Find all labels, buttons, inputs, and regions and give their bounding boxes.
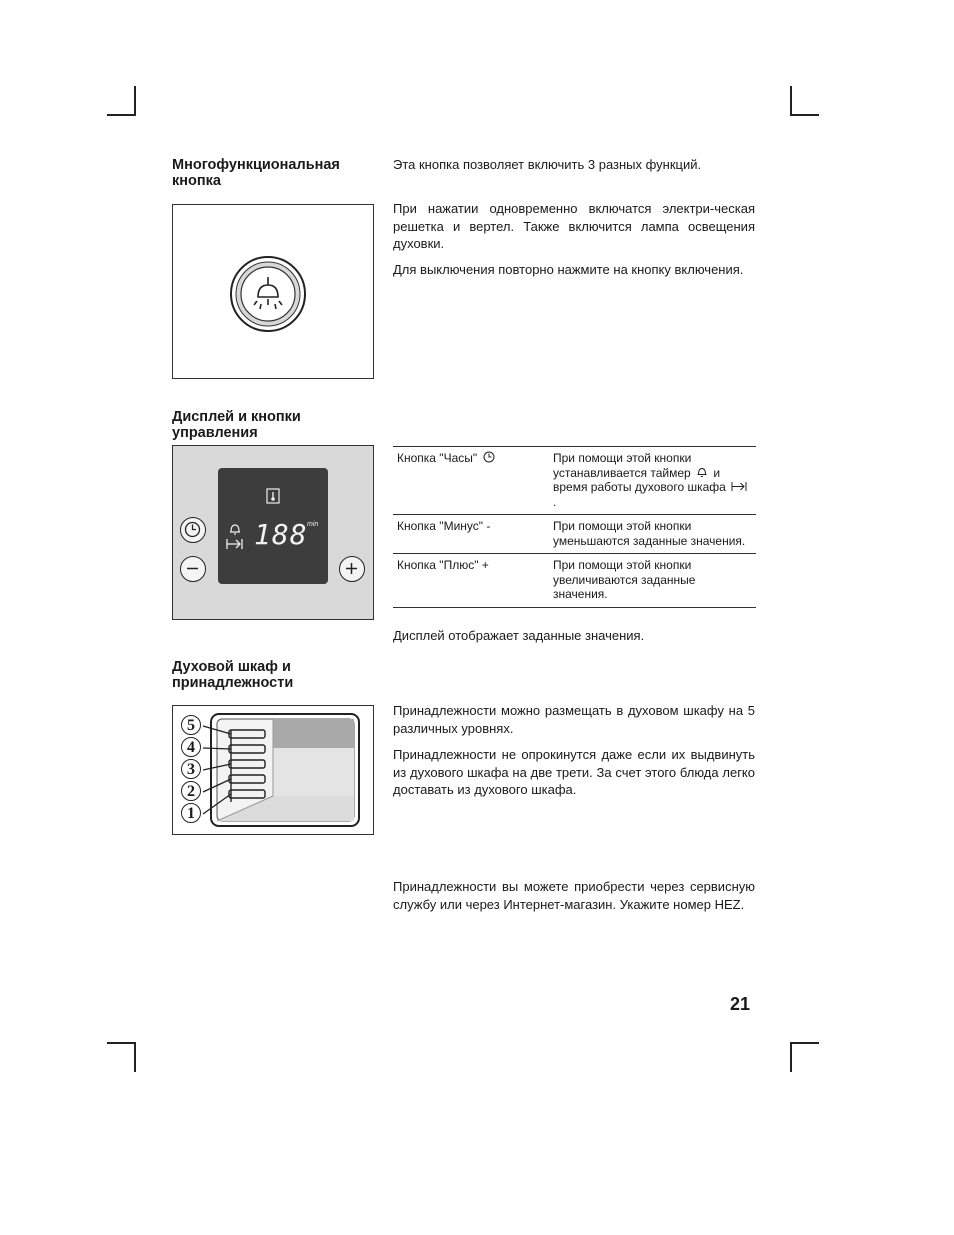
table-cell-button: Кнопка "Минус" -	[393, 515, 549, 554]
page-number: 21	[730, 994, 751, 1014]
oven-heading: Духовой шкаф и принадлежности	[172, 659, 294, 691]
plus-icon	[340, 557, 363, 580]
table-row	[393, 447, 756, 515]
oven-para-2: Принадлежности не опрокинутся даже если их выдвинуть из духового шкафа на две трети. За счет этого блюда легко доставать из духового шкафа.	[393, 747, 755, 797]
crop-mark-tl-v	[134, 86, 136, 116]
level-label-4: 4	[181, 737, 201, 757]
end-time-icon	[226, 538, 244, 550]
display-note: Дисплей отображает заданные значения.	[393, 628, 645, 643]
thermometer-icon	[266, 488, 280, 504]
oven-para-3: Принадлежности вы можете приобрести через сервисную службу или через Интернет-магазин. Укажите номер HEZ.	[393, 879, 755, 912]
button-description-table	[393, 446, 756, 608]
level-label-5: 5	[181, 715, 201, 735]
level-label-1: 1	[181, 803, 201, 823]
crop-mark-tr-v	[790, 86, 792, 116]
end-time-icon	[731, 481, 749, 492]
table-cell-description: При помощи этой кнопки устанавливается таймер и время работы духового шкафа .	[549, 447, 756, 515]
minus-icon	[181, 557, 204, 580]
bell-icon	[228, 522, 242, 536]
multifunction-para-3: Для выключения повторно нажмите на кнопку включения.	[393, 262, 744, 277]
clock-button[interactable]	[180, 517, 206, 543]
oven-para-1: Принадлежности можно размещать в духовом шкафу на 5 различных уровнях.	[393, 703, 755, 736]
lamp-button-illustration	[173, 205, 373, 378]
table-cell-button: Кнопка "Часы"	[393, 447, 549, 515]
clock-icon	[483, 451, 495, 463]
display-unit: min	[307, 521, 319, 528]
minus-button[interactable]	[180, 556, 206, 582]
clock-icon	[181, 518, 204, 541]
table-cell-button: Кнопка "Плюс" +	[393, 554, 549, 608]
crop-mark-br-v	[790, 1042, 792, 1072]
lcd-panel	[218, 468, 328, 584]
table-cell-description: При помощи этой кнопки увеличиваются заданные значения.	[549, 554, 756, 608]
bell-icon	[696, 466, 708, 478]
table-cell-description: При помощи этой кнопки уменьшаются заданные значения.	[549, 515, 756, 554]
plus-button[interactable]	[339, 556, 365, 582]
crop-mark-br-h	[790, 1042, 819, 1044]
level-label-2: 2	[181, 781, 201, 801]
display-heading: Дисплей и кнопки управления	[172, 409, 301, 441]
crop-mark-tl-h	[107, 114, 136, 116]
oven-levels-illustration	[173, 706, 373, 834]
crop-mark-bl-v	[134, 1042, 136, 1072]
multifunction-para-1: Эта кнопка позволяет включить 3 разных функций.	[393, 157, 702, 172]
multifunction-figure	[172, 204, 374, 379]
level-label-3: 3	[181, 759, 201, 779]
table-row	[393, 554, 756, 608]
oven-figure	[172, 705, 374, 835]
display-digits: 188	[254, 518, 308, 551]
display-figure	[172, 445, 374, 620]
crop-mark-bl-h	[107, 1042, 136, 1044]
multifunction-heading: Многофункциональная кнопка	[172, 157, 340, 189]
multifunction-para-2: При нажатии одновременно включатся электри-ческая решетка и вертел. Также включится лампа освещения духовки.	[393, 201, 755, 251]
table-row	[393, 515, 756, 554]
crop-mark-tr-h	[790, 114, 819, 116]
